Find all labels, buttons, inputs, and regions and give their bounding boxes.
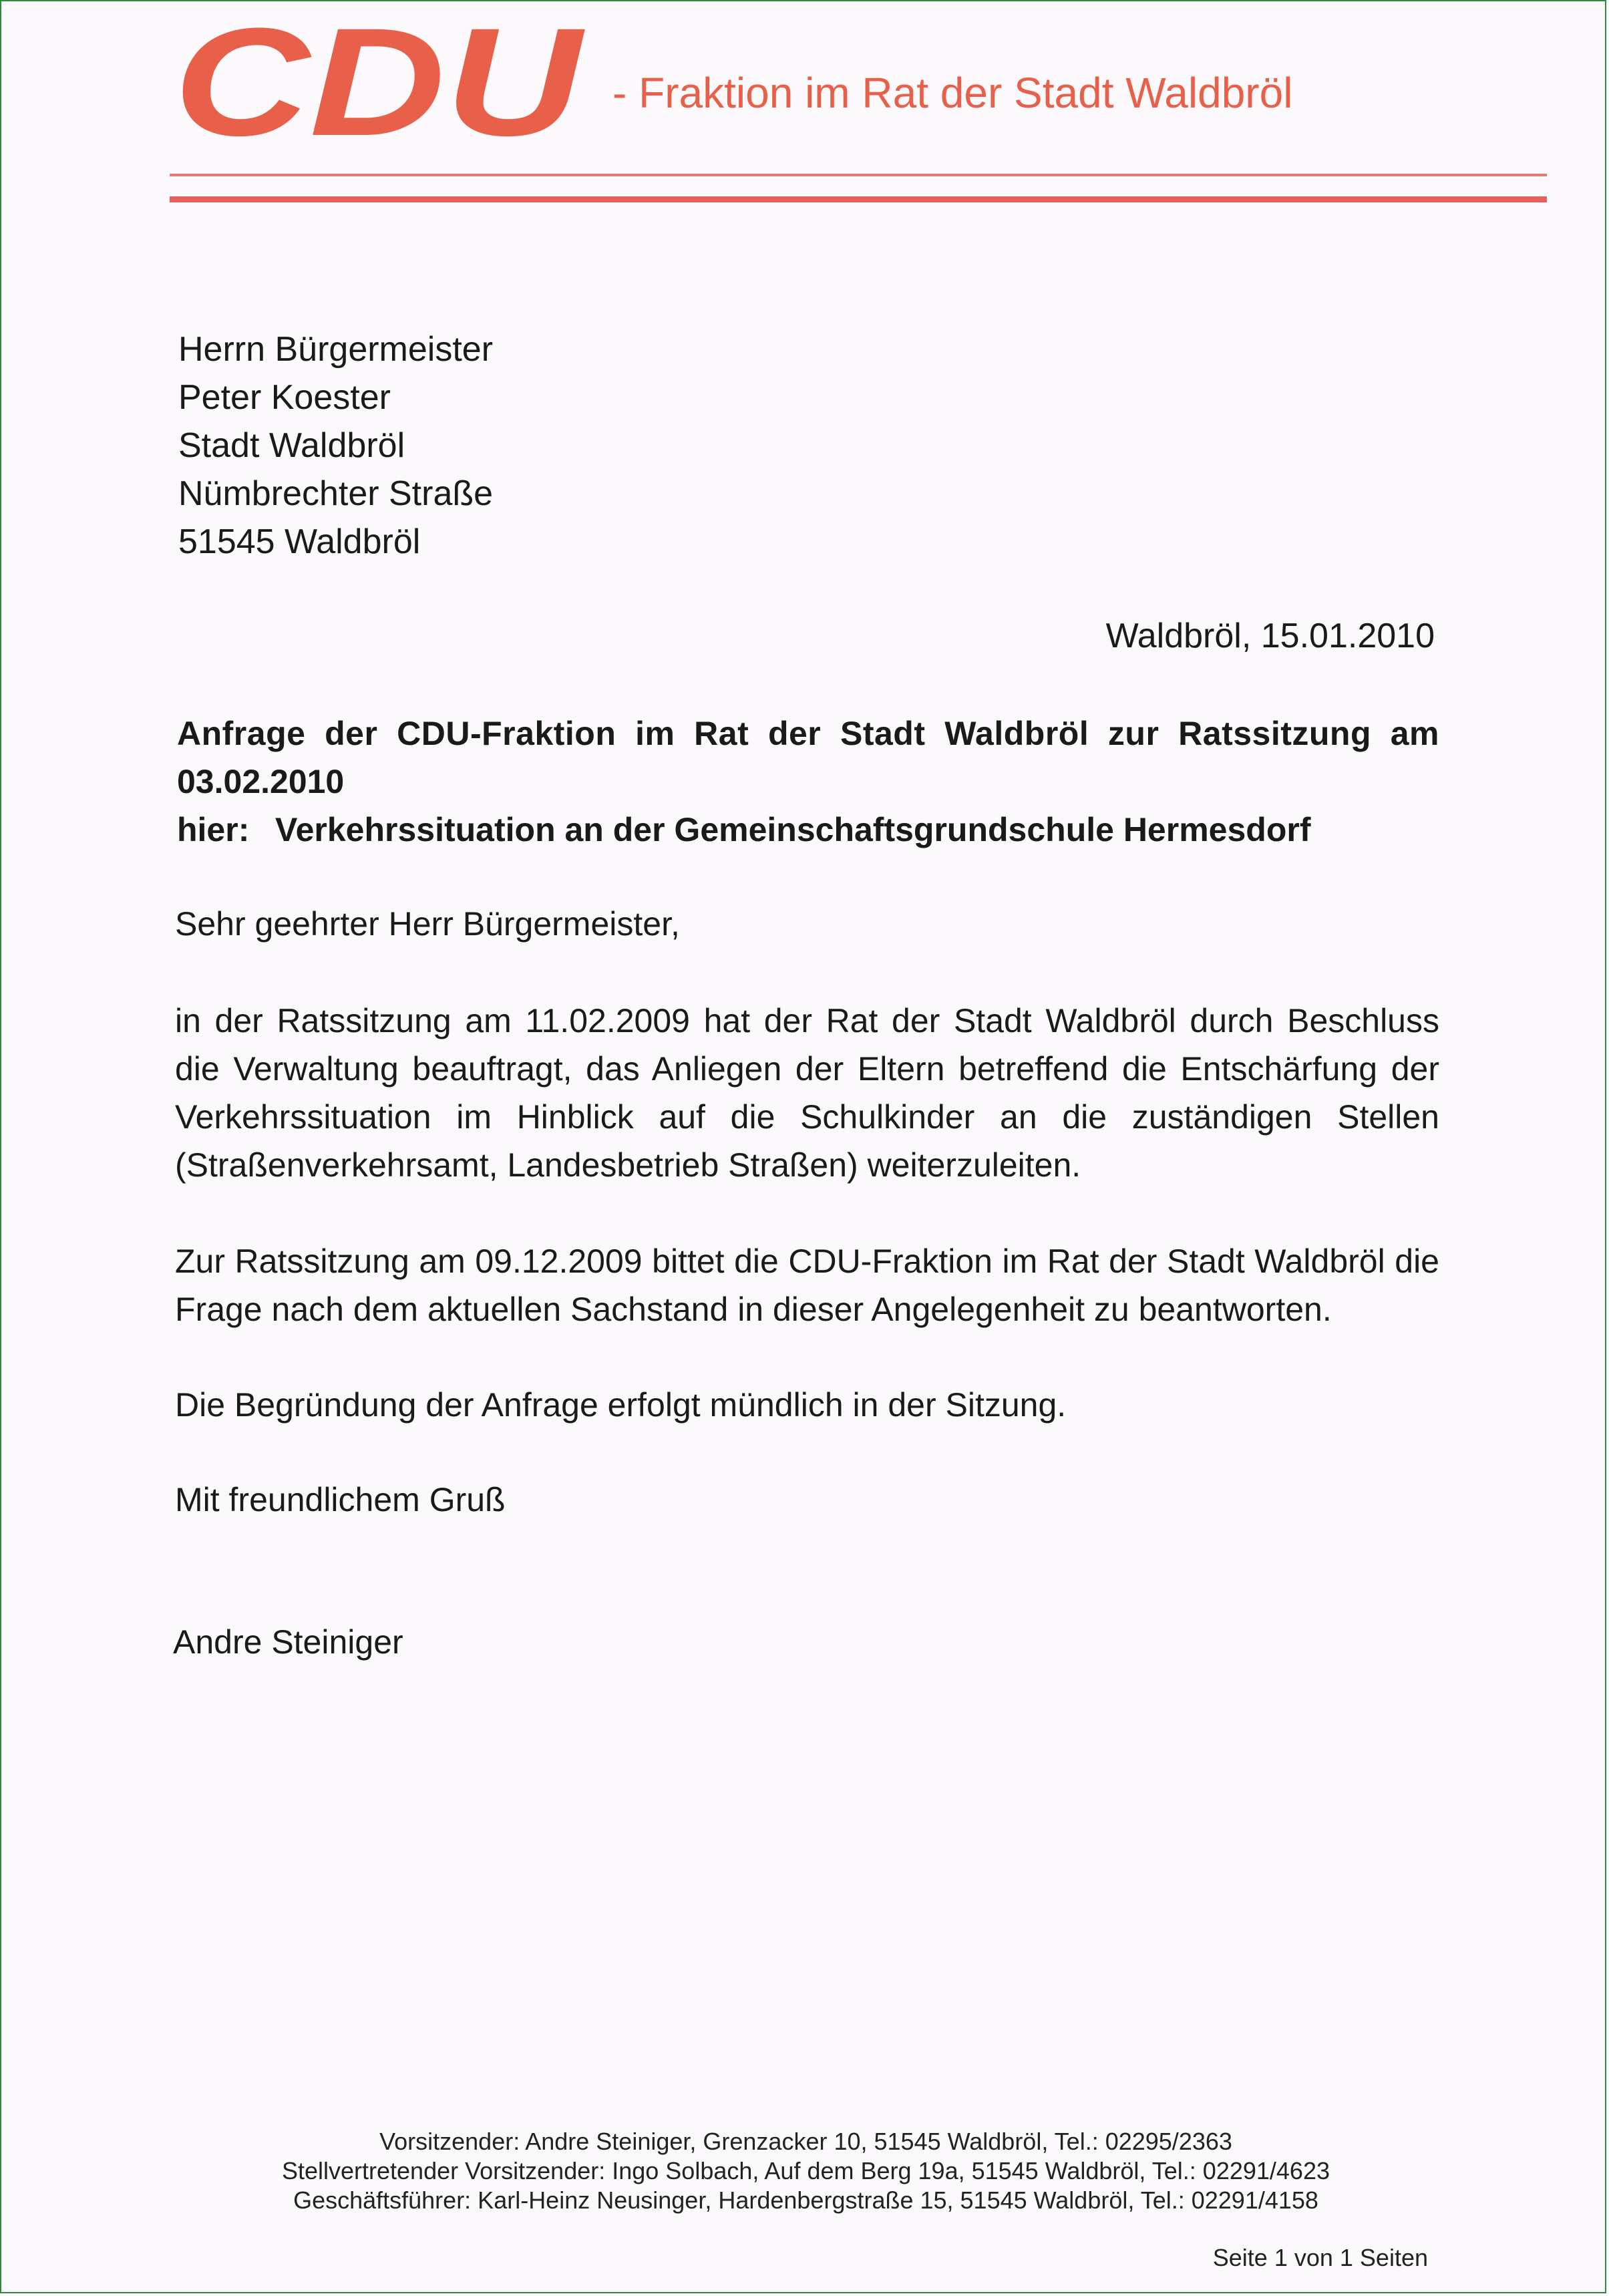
subject-reference-label: hier: [177, 811, 250, 848]
paragraph-1-line: in der Ratssitzung am 11.02.2009 hat der Rat der Stadt Waldbröl durch Beschluss [175, 1002, 1439, 1039]
subject-reference-text: Verkehrssituation an der Gemeinschaftsgrundschule Hermesdorf [275, 811, 1311, 848]
footer-line-chair: Vorsitzender: Andre Steiniger, Grenzacker 10, 51545 Waldbröl, Tel.: 02295/2363 [379, 2128, 1232, 2155]
footer [1, 2127, 1609, 2215]
letter-date: Waldbröl, 15.01.2010 [1105, 617, 1435, 655]
recipient-street: Nümbrechter Straße [178, 474, 494, 513]
paragraph-2-line: Zur Ratssitzung am 09.12.2009 bittet die CDU-Fraktion im Rat der Stadt Waldbröl die [175, 1243, 1439, 1280]
letterhead-rule-thick [170, 196, 1547, 202]
paragraph-1-line: die Verwaltung beauftragt, das Anliegen der Eltern betreffend die Entschärfung der [175, 1050, 1439, 1088]
recipient-name: Peter Koester [178, 378, 391, 417]
subject-block [177, 709, 1439, 854]
signature-name: Andre Steiniger [173, 1623, 403, 1661]
letterhead-rule-thin [170, 174, 1547, 176]
subject-line-2: 03.02.2010 [177, 763, 345, 800]
footer-line-manager: Geschäftsführer: Karl-Heinz Neusinger, Hardenbergstraße 15, 51545 Waldbröl, Tel.: 02291/4158 [293, 2186, 1318, 2214]
paragraph-1 [175, 997, 1439, 1189]
recipient-organization: Stadt Waldbröl [178, 426, 405, 465]
cdu-logo [174, 15, 588, 148]
paragraph-1-line: Verkehrssituation im Hinblick auf die Schulkinder an die zuständigen Stellen [175, 1098, 1439, 1136]
paragraph-3: Die Begründung der Anfrage erfolgt mündlich in der Sitzung. [175, 1386, 1067, 1424]
subject-line-1: Anfrage der CDU-Fraktion im Rat der Stadt Waldbröl zur Ratssitzung am [177, 715, 1439, 752]
salutation: Sehr geehrter Herr Bürgermeister, [175, 905, 680, 943]
closing: Mit freundlichem Gruß [175, 1481, 506, 1518]
page-number: Seite 1 von 1 Seiten [1212, 2244, 1428, 2271]
subject-reference [177, 806, 1439, 854]
recipient-city: 51545 Waldbröl [178, 522, 421, 561]
footer-line-vice-chair: Stellvertretender Vorsitzender: Ingo Solbach, Auf dem Berg 19a, 51545 Waldbröl, Tel.: 02291/4623 [281, 2157, 1330, 2184]
recipient-address [178, 325, 493, 566]
recipient-title: Herrn Bürgermeister [178, 330, 494, 369]
letterhead-tagline: - Fraktion im Rat der Stadt Waldbröl [612, 69, 1293, 117]
paragraph-1-line: (Straßenverkehrsamt, Landesbetrieb Straßen) weiterzuleiten. [175, 1146, 1081, 1184]
paragraph-2-line: Frage nach dem aktuellen Sachstand in dieser Angelegenheit zu beantworten. [175, 1291, 1332, 1328]
svg-text:CDU: CDU [174, 15, 585, 148]
paragraph-2 [175, 1237, 1439, 1333]
